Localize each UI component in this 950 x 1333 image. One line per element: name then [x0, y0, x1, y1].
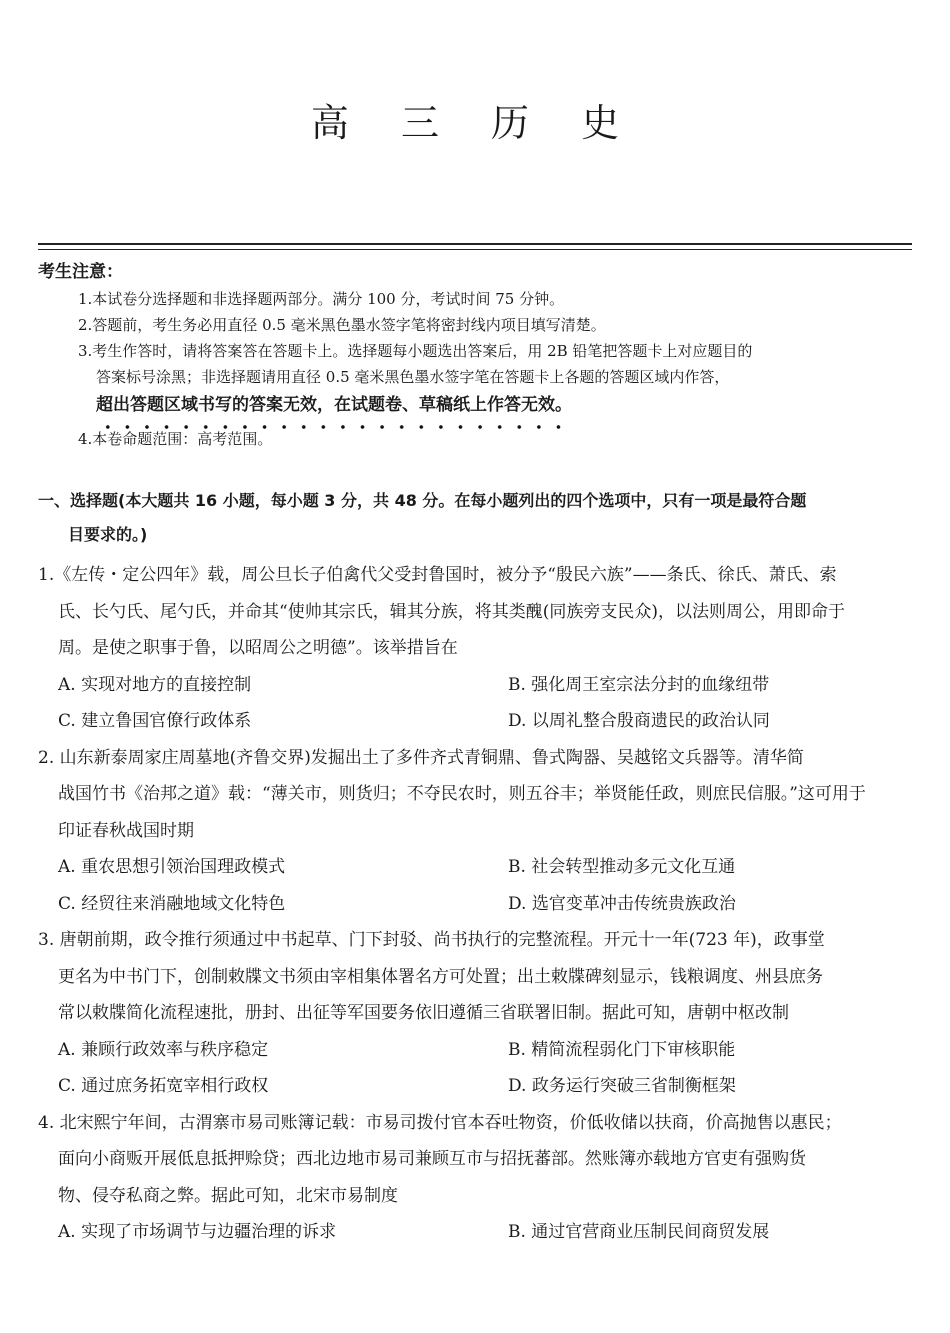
notice-item-3: 3.考生作答时，请将答案答在答题卡上。选择题每小题选出答案后，用 2B 铅笔把答题卡上对应题目的: [78, 342, 753, 360]
option-b: B. 通过官营商业压制民间商贸发展: [508, 1222, 770, 1242]
option-a: A. 实现对地方的直接控制: [58, 674, 252, 695]
question-3: 3. 唐朝前期，政令推行须通过中书起草、门下封驳、尚书执行的完整流程。开元十一年(723 年)，政事堂 更名为中书门下，创制敕牒文书须由宰相集体署名方可处置；出土敕牒碑刻显示，钱粮调度、州县庶务 常以敕牒简化流程速批，册封、出征等军国要务依旧遵循三省联署旧制。据此可知，唐朝中枢改制 A. 兼顾行政效率与秩序稳定 B. 精简流程弱化门下审核职能 C. 通过庶务拓宽宰相行政权 D. 政务运行突破三省制衡框架: [38, 922, 916, 1105]
option-c: C. 通过庶务拓宽宰相行政权: [58, 1076, 269, 1096]
question-list: [38, 557, 916, 1251]
question-stem: 3. 唐朝前期，政令推行须通过中书起草、门下封驳、尚书执行的完整流程。开元十一年(723 年)，政事堂: [38, 930, 825, 950]
option-b: B. 社会转型推动多元文化互通: [508, 857, 736, 877]
options: [38, 1032, 916, 1105]
option-b: B. 精简流程弱化门下审核职能: [508, 1039, 736, 1060]
question-stem: 2. 山东新泰周家庄周墓地(齐鲁交界)发掘出土了多件齐式青铜鼎、鲁式陶器、吴越铭文兵器等。清华简: [38, 747, 804, 768]
option-a: A. 兼顾行政效率与秩序稳定: [58, 1039, 269, 1060]
header-divider-thin: [38, 249, 912, 250]
notice-item-1: 1.本试卷分选择题和非选择题两部分。满分 100 分，考试时间 75 分钟。: [78, 290, 565, 308]
option-a: A. 实现了市场调节与边疆治理的诉求: [58, 1222, 337, 1242]
notice-item-2: 2.答题前，考生务必用直径 0.5 毫米黑色墨水签字笔将密封线内项目填写清楚。: [78, 316, 606, 334]
options: [38, 1214, 916, 1251]
option-a: A. 重农思想引领治国理政模式: [58, 857, 286, 877]
option-d: D. 政务运行突破三省制衡框架: [508, 1076, 736, 1096]
question-4: 4. 北宋熙宁年间，古渭寨市易司账簿记载：市易司拨付官本吞吐物资，价低收储以扶商，价高抛售以惠民； 面向小商贩开展低息抵押赊贷；西北边地市易司兼顾互市与招抚蕃部。然账簿亦载地方官吏有强购货 物、侵夺私商之弊。据此可知，北宋市易制度 A. 实现了市场调节与边疆治理的诉求 B. 通过官营商业压制民间商贸发展: [38, 1105, 916, 1251]
options: [38, 849, 916, 922]
options: [38, 667, 916, 740]
notice-emphasis: 超出答题区域书写的答案无效，在试题卷、草稿纸上作答无效。: [78, 392, 914, 418]
notice-list: [78, 286, 914, 452]
emphasis-dots: [98, 424, 572, 430]
question-2: 2. 山东新泰周家庄周墓地(齐鲁交界)发掘出土了多件齐式青铜鼎、鲁式陶器、吴越铭文兵器等。清华简 战国竹书《治邦之道》载：“薄关市，则货归；不夺民农时，则五谷丰；举贤能任政，则庶民信服。”这可用于 印证春秋战国时期 A. 重农思想引领治国理政模式 B. 社会转型推动多元文化互通 C. 经贸往来消融地域文化特色 D. 选官变革冲击传统贵族政治: [38, 740, 916, 923]
page-title: 高 三 历 史: [310, 101, 640, 145]
option-d: D. 以周礼整合殷商遗民的政治认同: [508, 711, 770, 731]
notice-item-3-cont: 答案标号涂黑；非选择题请用直径 0.5 毫米黑色墨水签字笔在答题卡上各题的答题区域内作答，: [96, 368, 730, 386]
option-d: D. 选官变革冲击传统贵族政治: [508, 893, 736, 914]
option-b: B. 强化周王室宗法分封的血缘纽带: [508, 674, 770, 695]
notice-item-4: 4.本卷命题范围：高考范围。: [78, 430, 273, 448]
notice-heading: 考生注意：: [38, 262, 123, 282]
question-1: 1.《左传・定公四年》载，周公旦长子伯禽代父受封鲁国时，被分予“殷民六族”——条氏、徐氏、萧氏、索 氏、长勺氏、尾勺氏，并命其“使帅其宗氏，辑其分族，将其类醜(同族旁支民众)，以法则周公，用即命于 周。是使之职事于鲁，以昭周公之明德”。该举措旨在 A. 实现对地方的直接控制 B. 强化周王室宗法分封的血缘纽带 C. 建立鲁国官僚行政体系 D. 以周礼整合殷商遗民的政治认同: [38, 557, 916, 740]
question-stem: 1.《左传・定公四年》载，周公旦长子伯禽代父受封鲁国时，被分予“殷民六族”——条氏、徐氏、萧氏、索: [38, 565, 837, 585]
option-c: C. 建立鲁国官僚行政体系: [58, 711, 252, 731]
header-divider: [38, 243, 912, 245]
option-c: C. 经贸往来消融地域文化特色: [58, 893, 286, 914]
section-heading: 一、选择题(本大题共 16 小题，每小题 3 分，共 48 分。在每小题列出的四个选项中，只有一项是最符合题 目要求的。): [38, 491, 807, 544]
question-stem: 4. 北宋熙宁年间，古渭寨市易司账簿记载：市易司拨付官本吞吐物资，价低收储以扶商，价高抛售以惠民；: [38, 1112, 842, 1133]
